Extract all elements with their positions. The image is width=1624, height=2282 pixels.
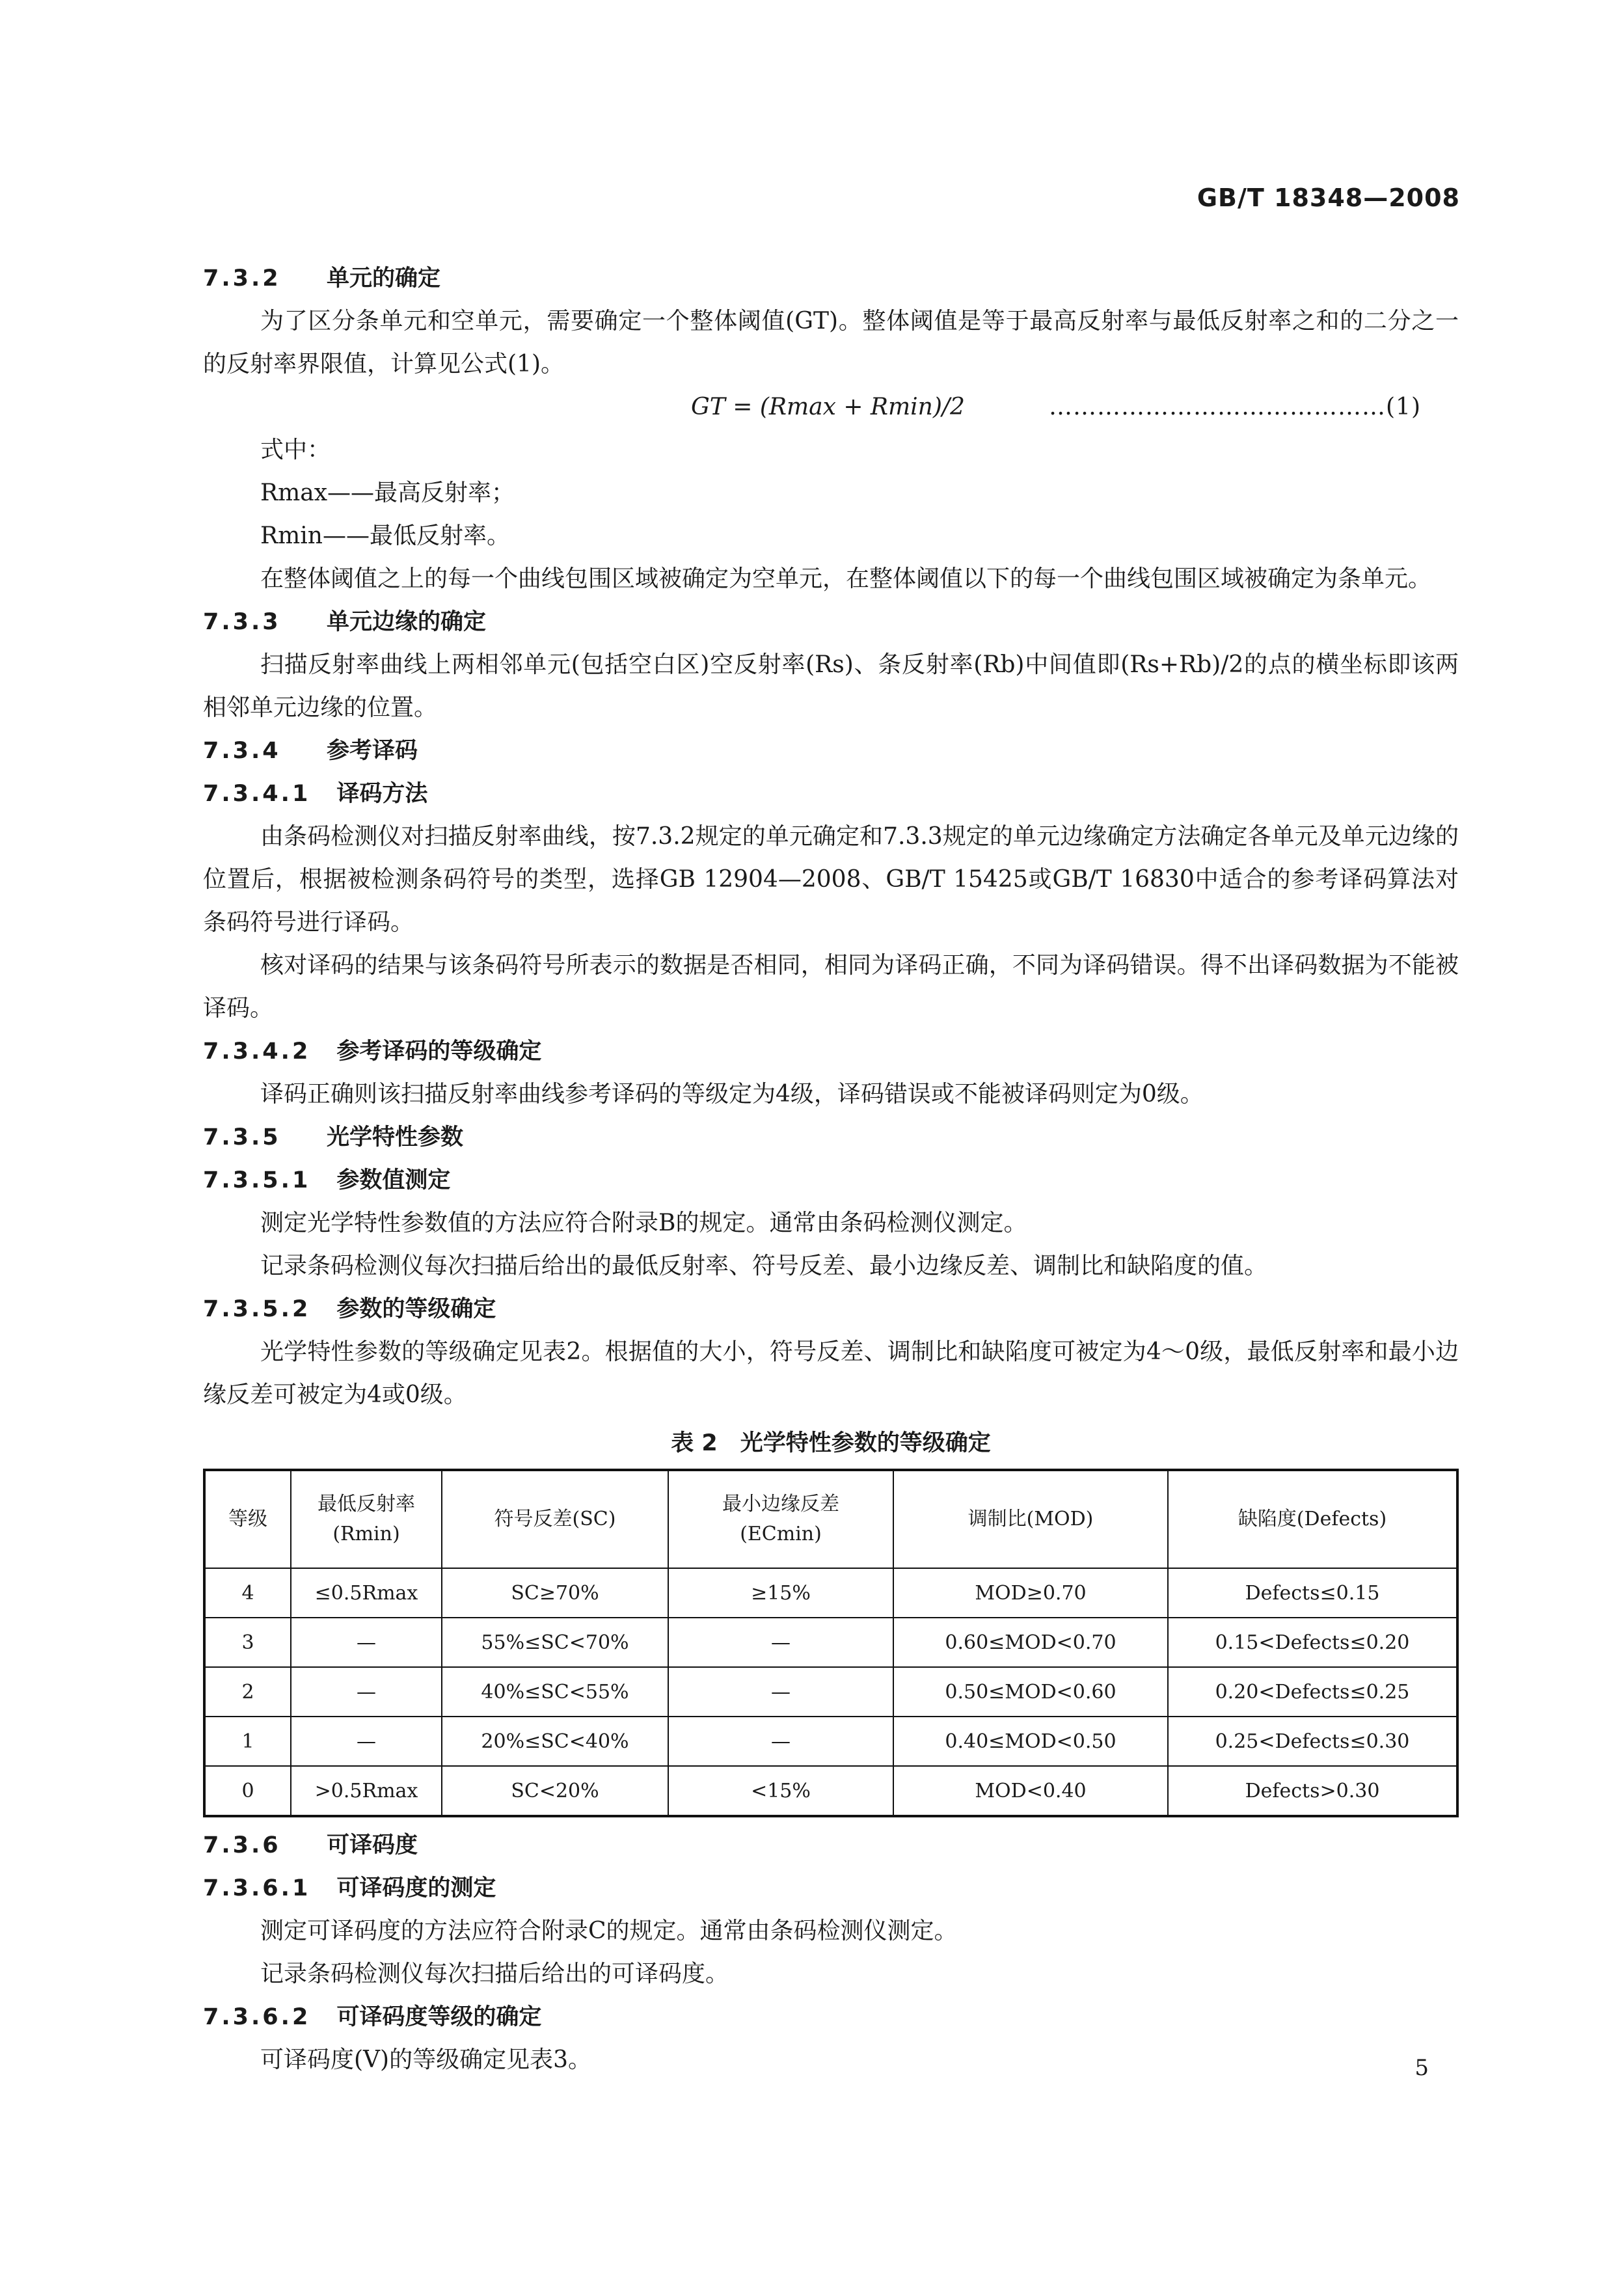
optical-grade-table bbox=[203, 1469, 1459, 1817]
table-row bbox=[204, 1766, 1457, 1816]
formula-expression: GT = (Rmax + Rmin)/2 bbox=[691, 394, 965, 420]
section-heading-7-3-4-2 bbox=[203, 1030, 1459, 1073]
paragraph: 译码正确则该扫描反射率曲线参考译码的等级定为4级，译码错误或不能被译码则定为0级。 bbox=[260, 1081, 1204, 1107]
section-title: 单元的确定 bbox=[327, 265, 441, 292]
table-cell: 1 bbox=[204, 1717, 291, 1766]
paragraph: 记录条码检测仪每次扫描后给出的最低反射率、符号反差、最小边缘反差、调制比和缺陷度的值。 bbox=[260, 1253, 1268, 1279]
section-title: 参考译码 bbox=[327, 738, 418, 764]
table-cell: ≤0.5Rmax bbox=[291, 1568, 442, 1618]
formula-reference: ……………………………………(1) bbox=[1049, 394, 1421, 420]
paragraph: 可译码度(V)的等级确定见表3。 bbox=[260, 2046, 591, 2073]
table-cell: 0.60≤MOD<0.70 bbox=[893, 1618, 1168, 1667]
where-label: 式中： bbox=[260, 437, 331, 463]
table-row bbox=[204, 1568, 1457, 1618]
section-title: 参考译码的等级确定 bbox=[336, 1039, 542, 1065]
section-number: 7.3.4.1 bbox=[203, 781, 311, 807]
page-number: 5 bbox=[1414, 2055, 1429, 2081]
section-number: 7.3.5 bbox=[203, 1124, 281, 1150]
header-grade: 等级 bbox=[204, 1470, 291, 1568]
paragraph: 核对译码的结果与该条码符号所表示的数据是否相同，相同为译码正确，不同为译码错误。得不出译码数据为不能被译码。 bbox=[203, 952, 1459, 1022]
header-sc: 符号反差(SC) bbox=[442, 1470, 668, 1568]
section-title: 单元边缘的确定 bbox=[327, 609, 487, 635]
table-cell: — bbox=[291, 1717, 442, 1766]
section-number: 7.3.6 bbox=[203, 1832, 281, 1858]
section-title: 参数值测定 bbox=[336, 1167, 451, 1193]
table-cell: — bbox=[668, 1618, 893, 1667]
section-heading-7-3-2 bbox=[203, 257, 1459, 300]
section-heading-7-3-6 bbox=[203, 1824, 1459, 1867]
document-body bbox=[203, 257, 1459, 2082]
table-cell: Defects>0.30 bbox=[1168, 1766, 1457, 1816]
paragraph: 由条码检测仪对扫描反射率曲线，按7.3.2规定的单元确定和7.3.3规定的单元边缘确定方法确定各单元及单元边缘的位置后，根据被检测条码符号的类型，选择GB 12904—2008、GB/T 15425或GB/T 16830中适合的参考译码算法对条码符号进行译码。 bbox=[203, 823, 1459, 936]
table-cell: — bbox=[668, 1667, 893, 1717]
paragraph: 扫描反射率曲线上两相邻单元(包括空白区)空反射率(Rs)、条反射率(Rb)中间值即(Rs+Rb)/2的点的横坐标即该两相邻单元边缘的位置。 bbox=[203, 651, 1459, 721]
definition-rmin: Rmin——最低反射率。 bbox=[260, 523, 510, 549]
header-ecmin: 最小边缘反差 (ECmin) bbox=[668, 1470, 893, 1568]
table-cell: — bbox=[291, 1618, 442, 1667]
paragraph: 光学特性参数的等级确定见表2。根据值的大小，符号反差、调制比和缺陷度可被定为4～0级，最低反射率和最小边缘反差可被定为4或0级。 bbox=[203, 1338, 1459, 1408]
section-number: 7.3.2 bbox=[203, 265, 281, 292]
table-cell: 40%≤SC<55% bbox=[442, 1667, 668, 1717]
table-cell: 0.50≤MOD<0.60 bbox=[893, 1667, 1168, 1717]
paragraph: 记录条码检测仪每次扫描后给出的可译码度。 bbox=[260, 1961, 729, 1987]
definition-rmax: Rmax——最高反射率； bbox=[260, 480, 515, 506]
section-heading-7-3-6-1 bbox=[203, 1867, 1459, 1910]
section-number: 7.3.5.2 bbox=[203, 1296, 311, 1322]
section-number: 7.3.6.2 bbox=[203, 2004, 311, 2030]
table-row bbox=[204, 1667, 1457, 1717]
table-cell: 4 bbox=[204, 1568, 291, 1618]
table-cell: SC≥70% bbox=[442, 1568, 668, 1618]
section-title: 可译码度 bbox=[327, 1832, 418, 1858]
table-cell: Defects≤0.15 bbox=[1168, 1568, 1457, 1618]
table-cell: 0 bbox=[204, 1766, 291, 1816]
table-title: 表 2 光学特性参数的等级确定 bbox=[671, 1430, 991, 1456]
header-mod: 调制比(MOD) bbox=[893, 1470, 1168, 1568]
section-number: 7.3.4.2 bbox=[203, 1039, 311, 1065]
section-title: 参数的等级确定 bbox=[336, 1296, 496, 1322]
header-defects: 缺陷度(Defects) bbox=[1168, 1470, 1457, 1568]
paragraph: 为了区分条单元和空单元，需要确定一个整体阈值(GT)。整体阈值是等于最高反射率与最低反射率之和的二分之一的反射率界限值，计算见公式(1)。 bbox=[203, 308, 1459, 377]
section-title: 光学特性参数 bbox=[327, 1124, 464, 1150]
section-heading-7-3-5-1 bbox=[203, 1159, 1459, 1202]
table-cell: 20%≤SC<40% bbox=[442, 1717, 668, 1766]
table-cell: 0.20<Defects≤0.25 bbox=[1168, 1667, 1457, 1717]
section-number: 7.3.5.1 bbox=[203, 1167, 311, 1193]
paragraph: 测定可译码度的方法应符合附录C的规定。通常由条码检测仪测定。 bbox=[260, 1918, 958, 1944]
paragraph: 在整体阈值之上的每一个曲线包围区域被确定为空单元，在整体阈值以下的每一个曲线包围区域被确定为条单元。 bbox=[260, 565, 1432, 592]
formula-line bbox=[203, 386, 1459, 429]
table-cell: 55%≤SC<70% bbox=[442, 1618, 668, 1667]
table-cell: 0.15<Defects≤0.20 bbox=[1168, 1618, 1457, 1667]
table-cell: 0.25<Defects≤0.30 bbox=[1168, 1717, 1457, 1766]
table-cell: <15% bbox=[668, 1766, 893, 1816]
section-number: 7.3.3 bbox=[203, 609, 281, 635]
table-cell: MOD<0.40 bbox=[893, 1766, 1168, 1816]
paragraph: 测定光学特性参数值的方法应符合附录B的规定。通常由条码检测仪测定。 bbox=[260, 1210, 1027, 1236]
header-rmin: 最低反射率 (Rmin) bbox=[291, 1470, 442, 1568]
table-cell: MOD≥0.70 bbox=[893, 1568, 1168, 1618]
table-cell: 2 bbox=[204, 1667, 291, 1717]
table-cell: ≥15% bbox=[668, 1568, 893, 1618]
section-heading-7-3-5 bbox=[203, 1116, 1459, 1159]
table-header-row bbox=[204, 1470, 1457, 1568]
section-heading-7-3-5-2 bbox=[203, 1288, 1459, 1331]
table-cell: — bbox=[291, 1667, 442, 1717]
section-heading-7-3-6-2 bbox=[203, 1996, 1459, 2039]
standard-number: GB/T 18348—2008 bbox=[1197, 183, 1460, 212]
table-cell: 0.40≤MOD<0.50 bbox=[893, 1717, 1168, 1766]
section-title: 译码方法 bbox=[336, 781, 428, 807]
table-cell: SC<20% bbox=[442, 1766, 668, 1816]
table-cell: 3 bbox=[204, 1618, 291, 1667]
section-number: 7.3.4 bbox=[203, 738, 281, 764]
section-heading-7-3-4-1 bbox=[203, 772, 1459, 815]
section-title: 可译码度的测定 bbox=[336, 1875, 496, 1901]
section-heading-7-3-4 bbox=[203, 729, 1459, 772]
section-title: 可译码度等级的确定 bbox=[336, 2004, 542, 2030]
section-number: 7.3.6.1 bbox=[203, 1875, 311, 1901]
table-cell: >0.5Rmax bbox=[291, 1766, 442, 1816]
section-heading-7-3-3 bbox=[203, 601, 1459, 644]
table-row bbox=[204, 1618, 1457, 1667]
table-cell: — bbox=[668, 1717, 893, 1766]
table-row bbox=[204, 1717, 1457, 1766]
